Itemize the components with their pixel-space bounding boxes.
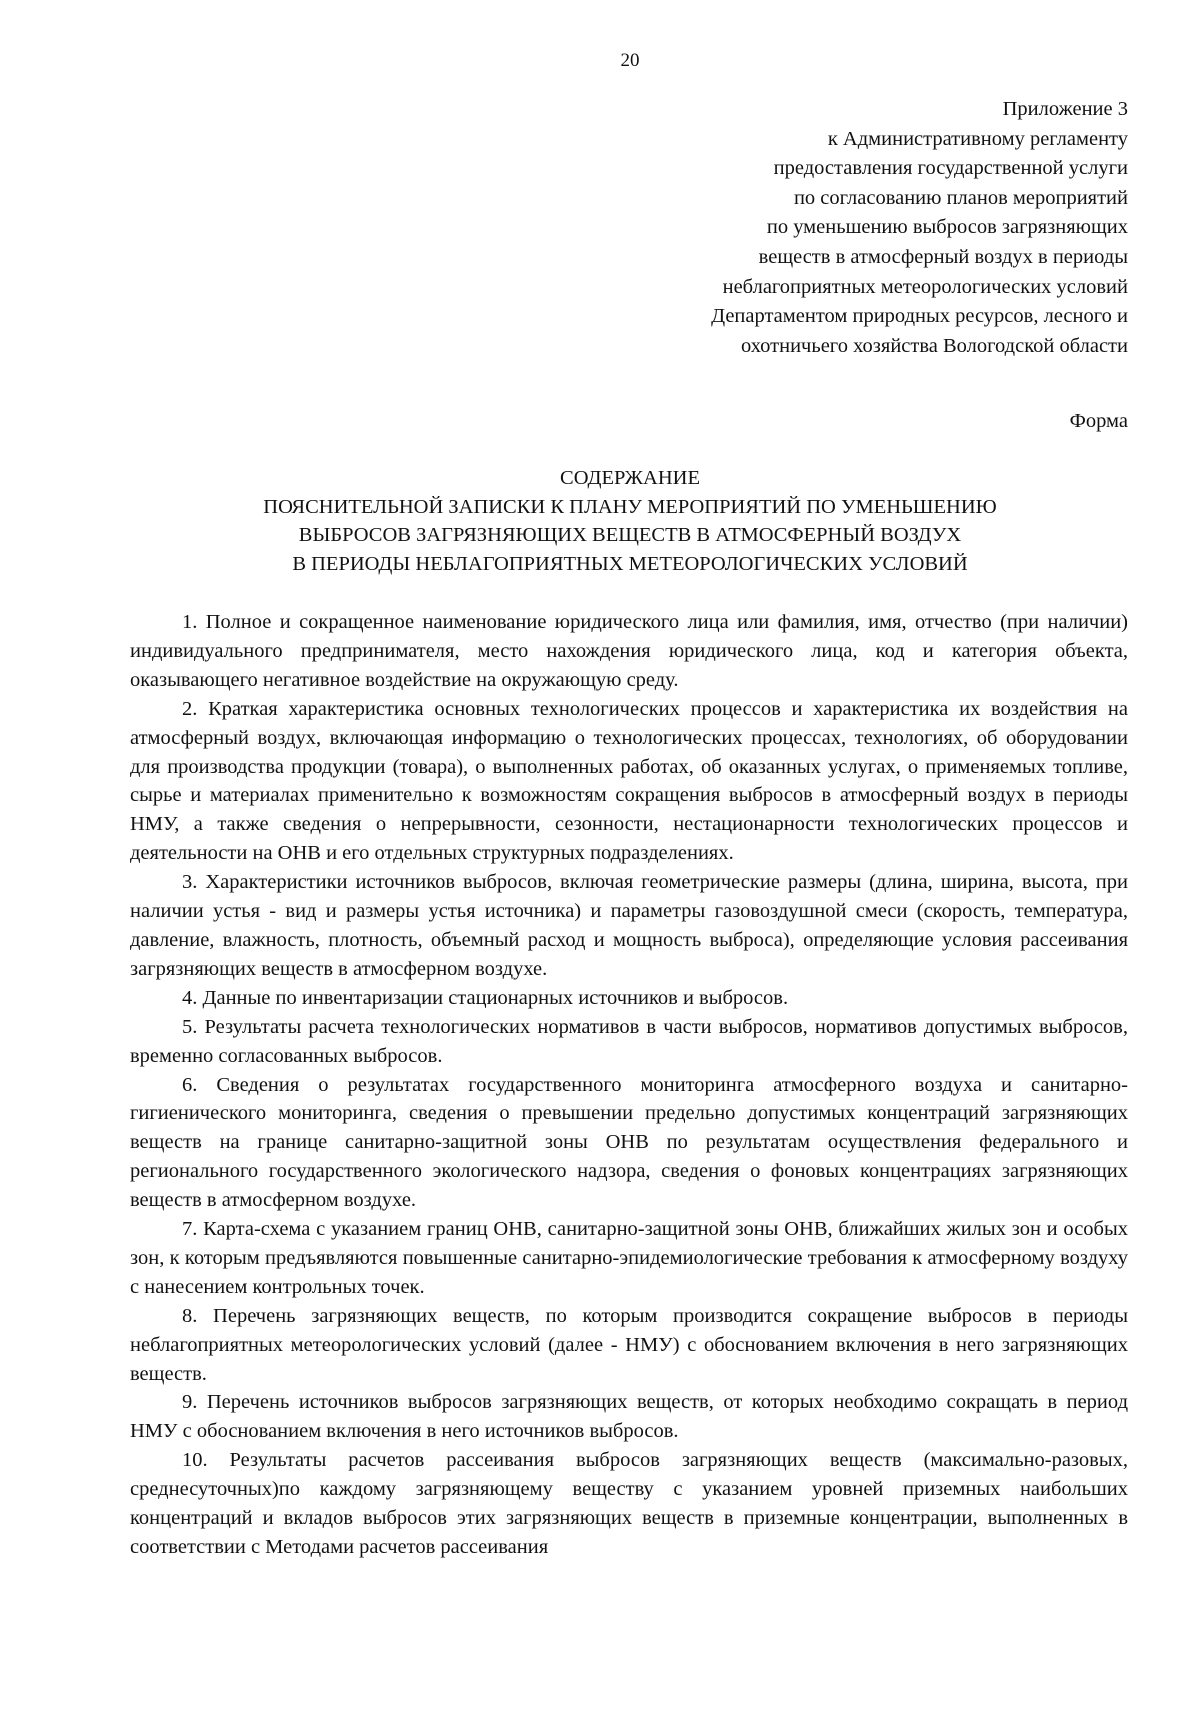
list-item: 9. Перечень источников выбросов загрязняющих веществ, от которых необходимо сокращать в период НМУ с обоснованием включения в него источников выбросов. — [130, 1391, 1128, 1443]
title-line: ВЫБРОСОВ ЗАГРЯЗНЯЮЩИХ ВЕЩЕСТВ В АТМОСФЕРНЫЙ ВОЗДУХ — [298, 524, 962, 546]
list-item: 6. Сведения о результатах государственного мониторинга атмосферного воздуха и санитарно-гигиенического мониторинга, сведения о превышении предельно допустимых концентраций загрязняющих веществ на границе санитарно-защитной зоны ОНВ по результатам осуществления федерального и регионального государственного экологического надзора, сведения о фоновых концентрациях загрязняющих веществ в атмосферном воздухе. — [130, 1073, 1128, 1212]
title-line: В ПЕРИОДЫ НЕБЛАГОПРИЯТНЫХ МЕТЕОРОЛОГИЧЕСКИХ УСЛОВИЙ — [292, 552, 968, 575]
list-item: 5. Результаты расчета технологических нормативов в части выбросов, нормативов допустимых выбросов, временно согласованных выбросов. — [130, 1015, 1128, 1067]
appendix-line: неблагоприятных метеорологических условий — [722, 275, 1128, 298]
appendix-line: веществ в атмосферный воздух в периоды — [758, 245, 1128, 268]
title-line: ПОЯСНИТЕЛЬНОЙ ЗАПИСКИ К ПЛАНУ МЕРОПРИЯТИЙ ПО УМЕНЬШЕНИЮ — [263, 495, 997, 518]
title-line: СОДЕРЖАНИЕ — [560, 467, 700, 489]
document-title — [130, 464, 1130, 578]
list-item: 4. Данные по инвентаризации стационарных источников и выбросов. — [182, 986, 789, 1009]
page-number: 20 — [620, 50, 640, 71]
list-item: 10. Результаты расчетов рассеивания выбросов загрязняющих веществ (максимально-разовых, среднесуточных)по каждому загрязняющему веществу с указанием уровней приземных наибольших концентраций и вкладов выбросов этих загрязняющих веществ в приземные концентрации, выполненных в соответствии с Методами расчетов рассеивания — [130, 1449, 1128, 1558]
appendix-line: предоставления государственной услуги — [773, 157, 1128, 180]
list-item: 8. Перечень загрязняющих веществ, по которым производится сокращение выбросов в периоды неблагоприятных метеорологических условий (далее - НМУ) с обоснованием включения в него загрязняющих веществ. — [130, 1304, 1128, 1385]
appendix-header — [568, 95, 1128, 361]
list-item: 2. Краткая характеристика основных технологических процессов и характеристика их воздействия на атмосферный воздух, включающая информацию о технологических процессах, технологиях, об оборудовании для производства продукции (товара), о выполненных работах, об оказанных услугах, о применяемых топливе, сырье и материалах применительно к возможностям сокращения выбросов в атмосферный воздух в периоды НМУ, а также сведения о непрерывности, сезонности, нестационарности технологических процессов и деятельности на ОНВ и его отдельных структурных подразделениях. — [130, 697, 1128, 865]
list-item: 7. Карта-схема с указанием границ ОНВ, санитарно-защитной зоны ОНВ, ближайших жилых зон и особых зон, к которым предъявляются повышенные санитарно-эпидемиологические требования к атмосферному воздуху с нанесением контрольных точек. — [130, 1218, 1128, 1298]
appendix-line: Департаментом природных ресурсов, лесного и — [711, 305, 1128, 328]
list-item: 1. Полное и сокращенное наименование юридического лица или фамилия, имя, отчество (при наличии) индивидуального предпринимателя, место нахождения юридического лица, код и категория объекта, оказывающего негативное воздействие на окружающую среду. — [130, 611, 1128, 691]
document-body — [130, 608, 1128, 1562]
appendix-line: по согласованию планов мероприятий — [793, 186, 1128, 209]
appendix-line: Приложение 3 — [1002, 98, 1128, 120]
list-item: 3. Характеристики источников выбросов, включая геометрические размеры (длина, ширина, высота, при наличии устья - вид и размеры устья источника) и параметры газовоздушной смеси (скорость, температура, давление, влажность, плотность, объемный расход и мощность выброса), определяющие условия рассеивания загрязняющих веществ в атмосферном воздухе. — [130, 871, 1128, 980]
form-label: Форма — [1069, 410, 1128, 432]
appendix-line: охотничьего хозяйства Вологодской области — [740, 334, 1128, 357]
appendix-line: к Административному регламенту — [827, 127, 1128, 150]
appendix-line: по уменьшению выбросов загрязняющих — [766, 216, 1128, 239]
